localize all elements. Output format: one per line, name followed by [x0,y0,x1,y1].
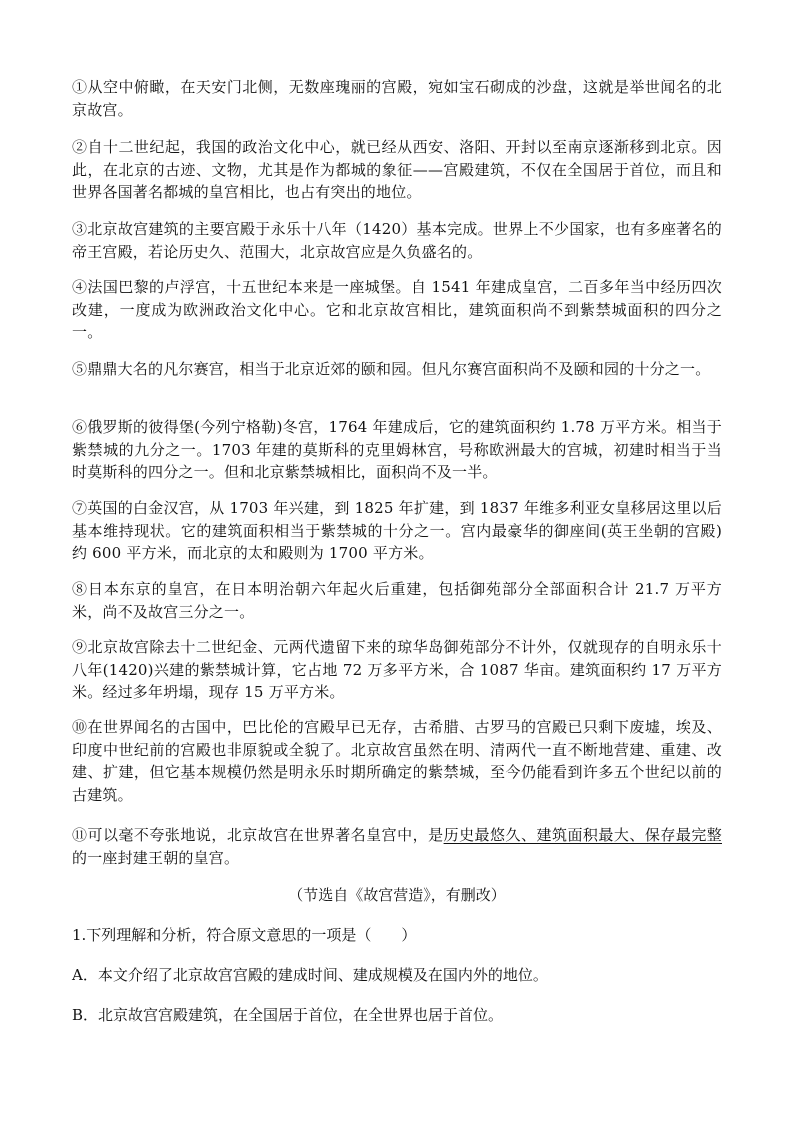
paragraph-1: ①从空中俯瞰，在天安门北侧，无数座瑰丽的宫殿，宛如宝石砌成的沙盘，这就是举世闻名的北京故宫。 [72,78,722,119]
paragraph-4: ④法国巴黎的卢浮宫，十五世纪本来是一座城堡。自 1541 年建成皇宫，二百多年当中经历四次改建，一度成为欧洲政治文化中心。它和北京故宫相比，建筑面积尚不到紫禁城面积的四分之一。 [72,278,722,341]
option-a: A．本文介绍了北京故宫宫殿的建成时间、建成规模及在国内外的地位。 [72,966,548,984]
paragraph-2: ②自十二世纪起，我国的政治文化中心，就已经从西安、洛阳、开封以至南京逐渐移到北京。因此，在北京的古迹、文物，尤其是作为都城的象征——宫殿建筑，不仅在全国居于首位，而且和世界各国著名都城的皇宫相比，也占有突出的地位。 [72,138,722,201]
paragraph-8: ⑧日本东京的皇宫，在日本明治朝六年起火后重建，包括御苑部分全部面积合计 21.7 万平方米，尚不及故宫三分之一。 [72,580,722,621]
paragraph-11-before: ⑪可以毫不夸张地说，北京故宫在世界著名皇宫中，是 [72,826,444,844]
paragraph-11-after: 的一座封建王朝的皇宫。 [72,848,240,867]
option-b: B．北京故宫宫殿建筑，在全国居于首位，在全世界也居于首位。 [72,1006,504,1024]
paragraph-3: ③北京故宫建筑的主要宫殿于永乐十八年（1420）基本完成。世界上不少国家，也有多座著名的帝王宫殿，若论历史久、范围大，北京故宫应是久负盛名的。 [72,220,722,261]
paragraph-10: ⑩在世界闻名的古国中，巴比伦的宫殿早已无存，古希腊、古罗马的宫殿已只剩下废墟，埃及、印度中世纪前的宫殿也非原貌或全貌了。北京故宫虽然在明、清两代一直不断地营建、重建、改建、扩建，但它基本规模仍然是明永乐时期所确定的紫禁城，至今仍能看到许多五个世纪以前的古建筑。 [72,718,722,804]
paragraph-7: ⑦英国的白金汉宫，从 1703 年兴建，到 1825 年扩建，到 1837 年维多利亚女皇移居这里以后基本维持现状。它的建筑面积相当于紫禁城的十分之一。宫内最豪华的御座间(英王坐朝的宫殿)约 600 平方米，而北京的太和殿则为 1700 平方米。 [72,499,722,562]
paragraph-5: ⑤鼎鼎大名的凡尔赛宫，相当于北京近郊的颐和园。但凡尔赛宫面积尚不及颐和园的十分之一。 [72,360,711,378]
paragraph-11 [72,824,722,869]
paragraph-11-underlined: 历史最悠久、建筑面积最大、保存最完整 [443,826,722,844]
paragraph-9: ⑨北京故宫除去十二世纪金、元两代遗留下来的琼华岛御苑部分不计外，仅就现存的自明永乐十八年(1420)兴建的紫禁城计算，它占地 72 万多平方米，合 1087 华亩。建筑面积约 17 万平方米。经过多年坍塌，现存 15 万平方米。 [72,638,722,701]
source-note: （节选自《故宫营造》，有删改） [288,886,506,904]
paragraph-6: ⑥俄罗斯的彼得堡(今列宁格勒)冬宫，1764 年建成后，它的建筑面积约 1.78 万平方米。相当于紫禁城的九分之一。1703 年建的莫斯科的克里姆林宫，号称欧洲最大的宫城，初建时相当于当时莫斯科的四分之一。但和北京紫禁城相比，面积尚不及一半。 [72,418,722,481]
question-stem: 1.下列理解和分析，符合原文意思的一项是（ ） [72,926,417,944]
